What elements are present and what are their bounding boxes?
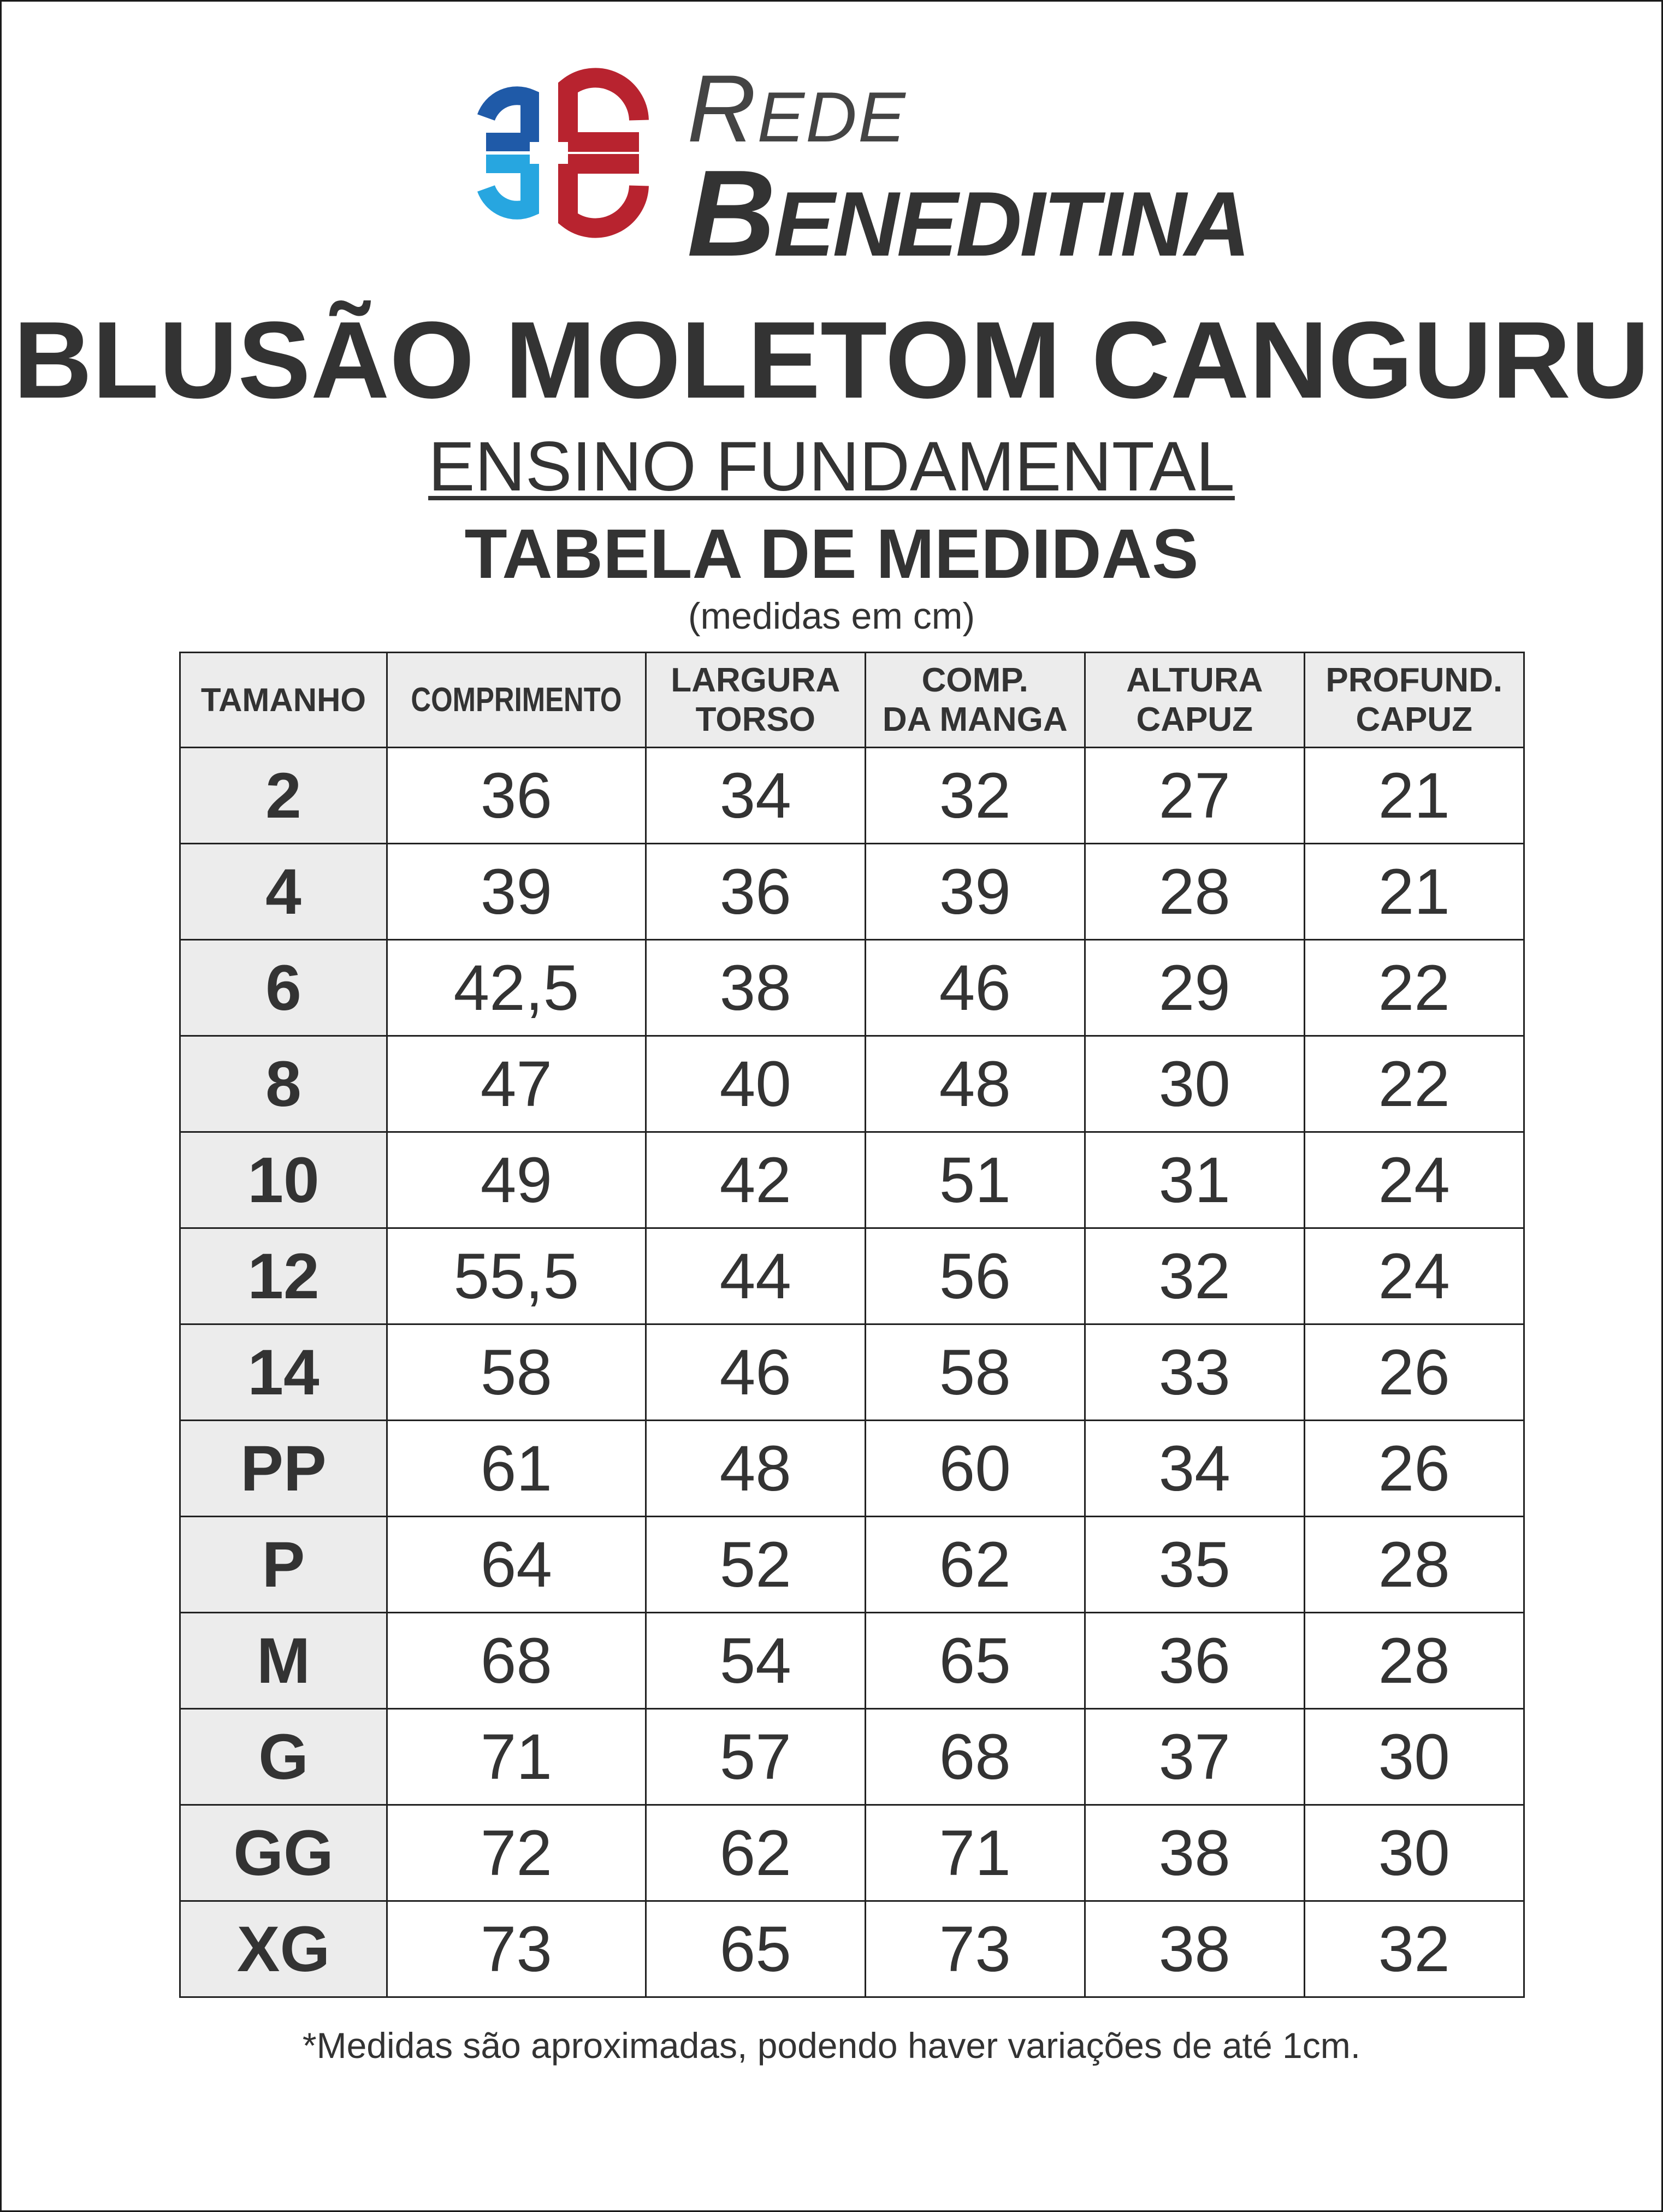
table-row [180,1613,1524,1709]
size-label-cell: 8 [180,1036,387,1132]
measurement-cell: 44 [646,1228,865,1324]
column-header-label: TAMANHO [200,681,366,718]
column-header-label: LARGURA TORSO [671,661,841,738]
column-header-label: COMPRIMENTO [411,681,622,719]
table-row [180,748,1524,844]
size-label-cell: G [180,1709,387,1805]
subtitle-text: ENSINO FUNDAMENTAL [428,428,1235,506]
measurement-cell: 62 [646,1805,865,1901]
measurement-cell: 49 [387,1132,646,1228]
size-label-cell: 4 [180,844,387,940]
measurement-cell: 54 [646,1613,865,1709]
column-header [646,653,865,748]
measurement-cell: 28 [1085,844,1304,940]
measurement-cell: 65 [646,1901,865,1997]
measurement-cell: 56 [865,1228,1085,1324]
measurement-cell: 68 [865,1709,1085,1805]
measurement-cell: 26 [1304,1421,1524,1517]
measurement-cell: 32 [1085,1228,1304,1324]
measurement-cell: 36 [387,748,646,844]
measurement-cell: 24 [1304,1132,1524,1228]
measurement-cell: 24 [1304,1228,1524,1324]
table-row [180,1132,1524,1228]
measurement-cell: 73 [865,1901,1085,1997]
size-label-cell: XG [180,1901,387,1997]
size-label-cell: 2 [180,748,387,844]
size-table-header [180,653,1524,748]
measurement-cell: 42 [646,1132,865,1228]
measurement-cell: 61 [387,1421,646,1517]
measurement-cell: 37 [1085,1709,1304,1805]
column-header-label: COMP. DA MANGA [882,661,1068,738]
measurement-cell: 39 [387,844,646,940]
measurement-cell: 38 [646,940,865,1036]
measurement-cell: 30 [1085,1036,1304,1132]
column-header [1304,653,1524,748]
measurement-cell: 72 [387,1805,646,1901]
brand-logo [464,55,1248,282]
footnote: *Medidas são aproximadas, podendo haver variações de até 1cm. [302,2025,1361,2066]
measurement-cell: 68 [387,1613,646,1709]
measurement-cell: 31 [1085,1132,1304,1228]
size-label-cell: 6 [180,940,387,1036]
measurement-cell: 35 [1085,1517,1304,1613]
column-header [1085,653,1304,748]
measurement-cell: 38 [1085,1805,1304,1901]
page-subtitle [0,429,1663,505]
measurement-cell: 71 [387,1709,646,1805]
unit-note: (medidas em cm) [688,595,975,637]
measurement-cell: 30 [1304,1805,1524,1901]
column-header [180,653,387,748]
size-label-cell: PP [180,1421,387,1517]
table-row [180,1709,1524,1805]
measurement-cell: 60 [865,1421,1085,1517]
table-row [180,844,1524,940]
header-row [180,653,1524,748]
brand-name-line2: BENEDITINA [687,144,1248,282]
measurement-cell: 65 [865,1613,1085,1709]
measurement-cell: 52 [646,1517,865,1613]
measurement-cell: 30 [1304,1709,1524,1805]
measurement-cell: 27 [1085,748,1304,844]
measurement-cell: 33 [1085,1324,1304,1421]
size-table-body [180,748,1524,1997]
brand-name-line1: REDE [687,56,907,162]
size-label-cell: 12 [180,1228,387,1324]
size-label-cell: P [180,1517,387,1613]
benedictine-cross-icon [464,55,661,251]
size-label-cell: 10 [180,1132,387,1228]
measurement-cell: 28 [1304,1613,1524,1709]
measurement-cell: 28 [1304,1517,1524,1613]
table-row [180,1421,1524,1517]
size-table [179,652,1525,1998]
page-title: BLUSÃO MOLETOM CANGURU [13,299,1650,421]
measurement-cell: 46 [646,1324,865,1421]
table-row [180,940,1524,1036]
measurement-cell: 34 [646,748,865,844]
measurement-cell: 26 [1304,1324,1524,1421]
measurement-cell: 46 [865,940,1085,1036]
measurement-cell: 22 [1304,1036,1524,1132]
measurement-cell: 48 [646,1421,865,1517]
size-label-cell: 14 [180,1324,387,1421]
measurement-cell: 42,5 [387,940,646,1036]
measurement-cell: 64 [387,1517,646,1613]
size-label-cell: M [180,1613,387,1709]
column-header-label: PROFUND. CAPUZ [1325,661,1503,738]
measurement-cell: 58 [387,1324,646,1421]
measurement-cell: 32 [865,748,1085,844]
measurement-cell: 29 [1085,940,1304,1036]
measurement-cell: 36 [1085,1613,1304,1709]
column-header [865,653,1085,748]
measurement-cell: 38 [1085,1901,1304,1997]
measurement-cell: 58 [865,1324,1085,1421]
measurement-cell: 21 [1304,748,1524,844]
column-header [387,653,646,748]
table-row [180,1228,1524,1324]
measurement-cell: 22 [1304,940,1524,1036]
measurement-cell: 39 [865,844,1085,940]
measurement-cell: 21 [1304,844,1524,940]
measurement-cell: 51 [865,1132,1085,1228]
measurement-cell: 40 [646,1036,865,1132]
measurement-cell: 48 [865,1036,1085,1132]
table-row [180,1901,1524,1997]
measurement-cell: 34 [1085,1421,1304,1517]
measurement-cell: 57 [646,1709,865,1805]
measurement-cell: 73 [387,1901,646,1997]
measurement-cell: 71 [865,1805,1085,1901]
measurement-cell: 62 [865,1517,1085,1613]
measurement-cell: 55,5 [387,1228,646,1324]
measurement-cell: 32 [1304,1901,1524,1997]
table-row [180,1036,1524,1132]
column-header-label: ALTURA CAPUZ [1126,661,1263,738]
measurement-cell: 36 [646,844,865,940]
size-label-cell: GG [180,1805,387,1901]
table-title: TABELA DE MEDIDAS [464,515,1199,593]
table-row [180,1805,1524,1901]
measurement-cell: 47 [387,1036,646,1132]
table-row [180,1517,1524,1613]
table-row [180,1324,1524,1421]
